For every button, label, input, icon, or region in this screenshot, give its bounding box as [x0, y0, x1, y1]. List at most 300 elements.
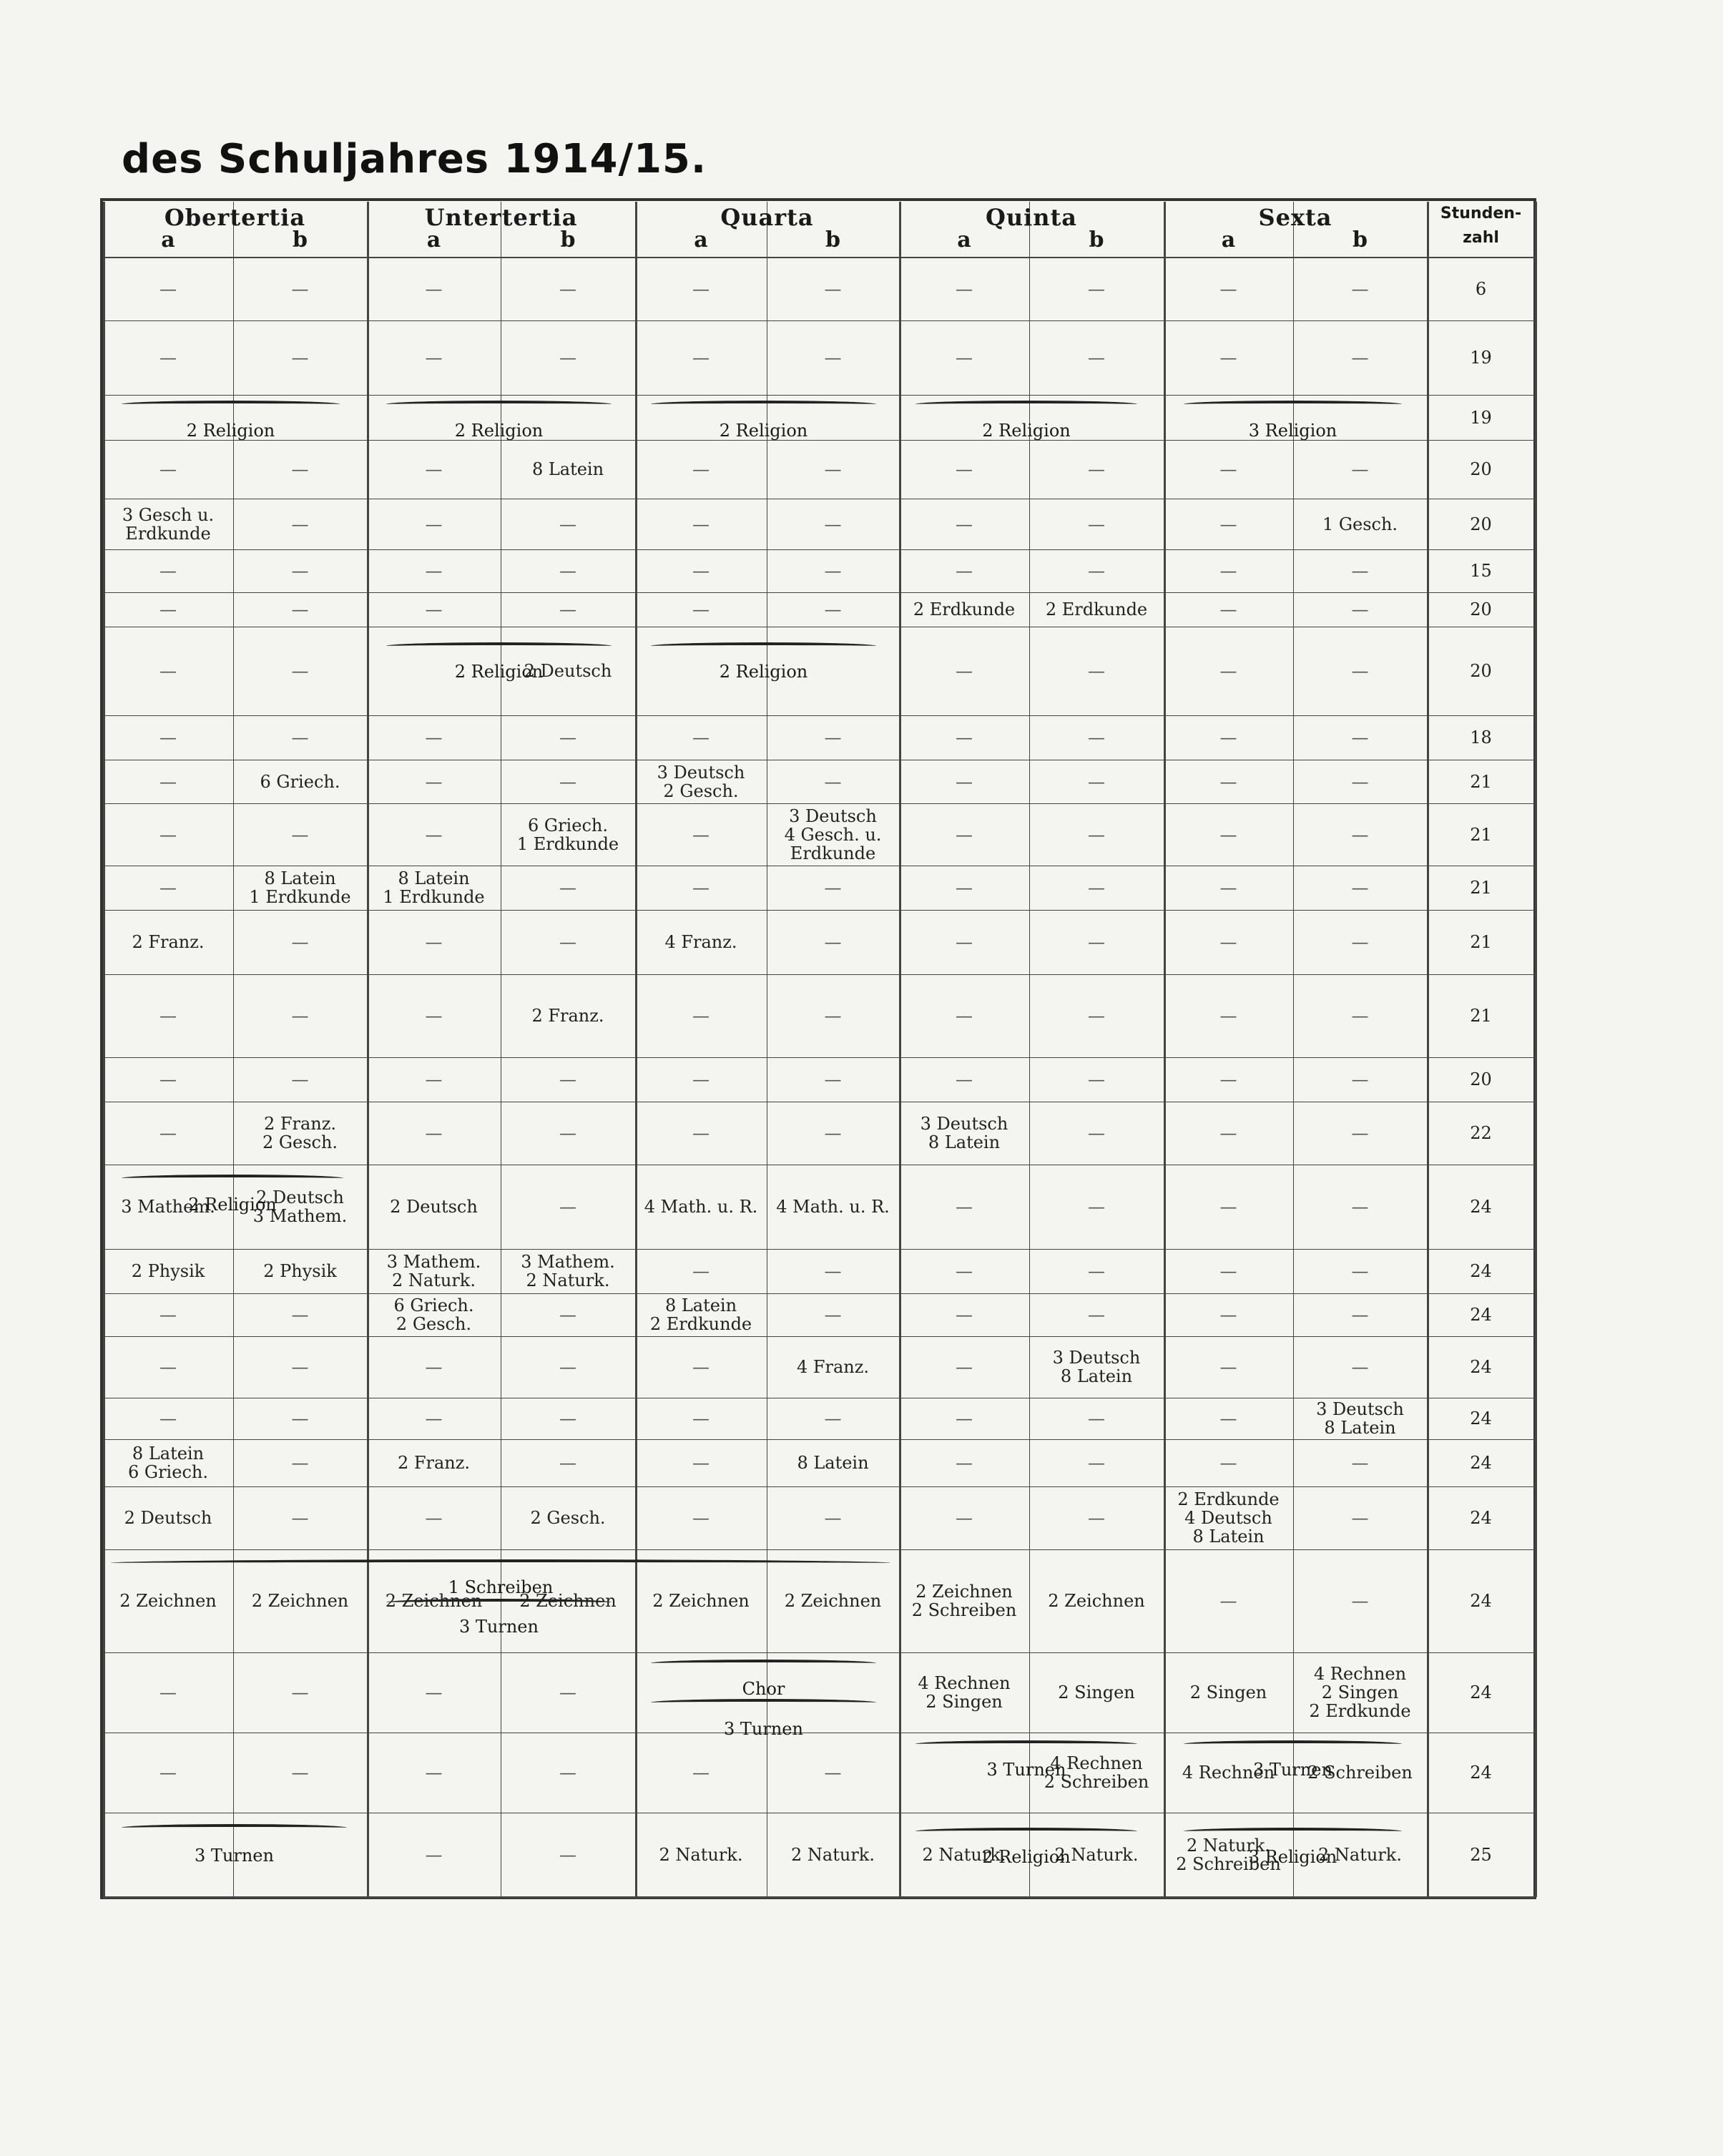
schedule-cell: 2 Zeichnen	[519, 1591, 617, 1611]
schedule-cell: —	[824, 1508, 842, 1528]
schedule-cell: —	[1219, 1197, 1237, 1217]
schedule-cell: 1 Gesch.	[1322, 514, 1398, 534]
schedule-cell: —	[1351, 771, 1369, 792]
schedule-cell: —	[824, 1261, 842, 1281]
schedule-cell: —	[559, 878, 576, 898]
schedule-cell: 2 Naturk.	[791, 1844, 875, 1865]
schedule-cell: —	[1219, 1305, 1237, 1325]
schedule-cell: —	[692, 824, 710, 845]
schedule-cell: —	[956, 1408, 973, 1429]
schedule-cell: —	[1088, 1261, 1105, 1281]
schedule-cell: —	[956, 824, 973, 845]
schedule-cell: —	[1351, 1261, 1369, 1281]
schedule-cell: —	[824, 278, 842, 299]
schedule-cell: 2 Singen	[1058, 1682, 1135, 1702]
stunden-value: 20	[1470, 459, 1492, 479]
stunden-value: 21	[1470, 824, 1492, 845]
schedule-cell: 2 Franz. 2 Gesch.	[262, 1114, 338, 1152]
schedule-cell: —	[1351, 561, 1369, 581]
schedule-cell: —	[1088, 771, 1105, 792]
schedule-cell: —	[692, 727, 710, 748]
schedule-cell: —	[692, 1069, 710, 1089]
class-header: Quinta	[985, 204, 1078, 231]
schedule-cell: —	[291, 1682, 309, 1702]
schedule-cell: —	[1219, 459, 1237, 479]
schedule-cell: —	[159, 1763, 177, 1783]
schedule-cell: —	[824, 561, 842, 581]
schedule-cell: —	[1088, 1508, 1105, 1528]
schedule-cell: —	[425, 771, 443, 792]
stunden-value: 21	[1470, 932, 1492, 952]
class-header: Sexta	[1258, 204, 1332, 231]
schedule-cell: —	[824, 1763, 842, 1783]
schedule-cell: 8 Latein 2 Erdkunde	[649, 1295, 752, 1334]
schedule-cell: —	[559, 1682, 576, 1702]
stunden-value: 21	[1470, 878, 1492, 898]
schedule-cell: —	[1351, 1069, 1369, 1089]
schedule-cell: 2 Erdkunde 4 Deutsch 8 Latein	[1177, 1489, 1280, 1547]
schedule-cell: —	[824, 1408, 842, 1429]
schedule-cell: —	[1219, 932, 1237, 952]
schedule-cell: —	[291, 727, 309, 748]
schedule-cell: —	[425, 1408, 443, 1429]
schedule-cell: —	[1351, 278, 1369, 299]
schedule-cell: —	[956, 771, 973, 792]
schedule-cell: —	[425, 1069, 443, 1089]
subclass-label: a	[161, 227, 175, 253]
stunden-value: 20	[1470, 514, 1492, 534]
schedule-cell: —	[1219, 1357, 1237, 1377]
schedule-cell: —	[824, 599, 842, 619]
stunden-value: 24	[1470, 1305, 1492, 1325]
schedule-cell: —	[692, 348, 710, 368]
schedule-cell: —	[291, 278, 309, 299]
schedule-cell: —	[1219, 1408, 1237, 1429]
schedule-cell: —	[956, 1197, 973, 1217]
schedule-cell: —	[425, 1508, 443, 1528]
schedule-cell: —	[559, 1069, 576, 1089]
stunden-value: 21	[1470, 771, 1492, 792]
schedule-cell: —	[291, 561, 309, 581]
schedule-cell: —	[956, 1305, 973, 1325]
schedule-cell: —	[956, 878, 973, 898]
subclass-label: a	[1221, 227, 1236, 253]
schedule-cell: —	[425, 932, 443, 952]
schedule-cell: —	[559, 599, 576, 619]
schedule-cell: —	[824, 932, 842, 952]
subclass-label: b	[1089, 227, 1104, 253]
schedule-cell: —	[291, 1763, 309, 1783]
schedule-cell: 3 Deutsch 4 Gesch. u. Erdkunde	[784, 805, 882, 863]
schedule-cell: —	[291, 514, 309, 534]
brace-label: 2 Religion	[454, 421, 544, 441]
schedule-cell: —	[559, 727, 576, 748]
schedule-cell: 8 Latein 6 Griech.	[128, 1444, 208, 1482]
schedule-cell: —	[559, 514, 576, 534]
brace-label: 2 Religion	[982, 1847, 1071, 1867]
schedule-cell: —	[425, 514, 443, 534]
schedule-cell: —	[291, 459, 309, 479]
schedule-cell: 2 Naturk.	[1318, 1844, 1402, 1865]
schedule-cell: —	[159, 1305, 177, 1325]
stunden-value: 20	[1470, 599, 1492, 619]
brace-label: 3 Turnen	[195, 1846, 274, 1866]
schedule-cell: —	[291, 599, 309, 619]
stunden-header	[1427, 202, 1535, 250]
schedule-cell: 3 Mathem. 2 Naturk.	[386, 1252, 481, 1290]
schedule-cell: —	[1219, 661, 1237, 681]
stunden-value: 24	[1470, 1763, 1492, 1783]
brace-label: Chor	[742, 1679, 785, 1699]
schedule-cell: —	[559, 348, 576, 368]
schedule-cell: —	[425, 561, 443, 581]
schedule-cell: —	[1219, 878, 1237, 898]
schedule-cell: 6 Griech. 1 Erdkunde	[516, 815, 619, 854]
schedule-cell: —	[956, 278, 973, 299]
schedule-cell: —	[1088, 1069, 1105, 1089]
schedule-cell: 2 Naturk.	[922, 1844, 1006, 1865]
class-header: Untertertia	[424, 204, 578, 231]
schedule-cell: —	[159, 348, 177, 368]
schedule-cell: —	[956, 1261, 973, 1281]
brace-label: 3 Turnen	[459, 1617, 539, 1637]
schedule-cell: —	[159, 1069, 177, 1089]
schedule-cell: 8 Latein	[797, 1453, 869, 1473]
schedule-cell: —	[1219, 727, 1237, 748]
subclass-label: a	[694, 227, 708, 253]
brace-label: 2 Religion	[982, 421, 1071, 441]
schedule-cell: —	[291, 1305, 309, 1325]
schedule-cell: —	[425, 599, 443, 619]
schedule-cell: 3 Mathem.	[121, 1197, 215, 1217]
schedule-cell: —	[1351, 1591, 1369, 1611]
page-title: des Schuljahres 1914/15.	[122, 136, 707, 182]
stunden-value: 21	[1470, 1006, 1492, 1026]
stunden-value: 24	[1470, 1682, 1492, 1702]
brace-mark	[122, 1824, 347, 1831]
schedule-cell: 4 Rechnen 2 Schreiben	[1044, 1753, 1149, 1792]
schedule-cell: —	[159, 824, 177, 845]
subclass-label: b	[293, 227, 308, 253]
schedule-cell: —	[692, 514, 710, 534]
schedule-cell: —	[692, 459, 710, 479]
schedule-cell: —	[956, 661, 973, 681]
schedule-cell: —	[1351, 1508, 1369, 1528]
schedule-cell: 4 Rechnen 2 Singen	[918, 1673, 1011, 1712]
schedule-cell: —	[956, 727, 973, 748]
schedule-cell: 2 Schreiben	[1307, 1763, 1413, 1783]
schedule-cell: 2 Physik	[131, 1261, 205, 1281]
stunden-value: 22	[1470, 1123, 1492, 1143]
schedule-cell: —	[1219, 348, 1237, 368]
schedule-cell: —	[291, 1408, 309, 1429]
schedule-cell: —	[1219, 1006, 1237, 1026]
schedule-cell: —	[1351, 878, 1369, 898]
brace-mark	[1184, 401, 1402, 408]
schedule-cell: —	[692, 1408, 710, 1429]
schedule-cell: —	[291, 1069, 309, 1089]
schedule-cell: —	[559, 1408, 576, 1429]
schedule-cell: —	[291, 1508, 309, 1528]
schedule-cell: —	[1088, 561, 1105, 581]
brace-label: 1 Schreiben	[448, 1577, 554, 1597]
schedule-cell: —	[1351, 1006, 1369, 1026]
schedule-cell: —	[1351, 1197, 1369, 1217]
schedule-cell: —	[1088, 727, 1105, 748]
schedule-cell: 2 Erdkunde	[1045, 599, 1148, 619]
schedule-cell: —	[692, 599, 710, 619]
schedule-cell: 2 Deutsch 3 Mathem.	[252, 1187, 348, 1226]
schedule-cell: —	[1088, 932, 1105, 952]
schedule-cell: —	[956, 348, 973, 368]
schedule-cell: —	[1351, 932, 1369, 952]
schedule-cell: —	[824, 1123, 842, 1143]
brace-label: 3 Turnen	[986, 1760, 1066, 1780]
stunden-value: 15	[1470, 561, 1492, 581]
schedule-cell: 3 Deutsch 8 Latein	[1316, 1399, 1404, 1438]
schedule-cell: 4 Franz.	[664, 932, 737, 952]
stunden-value: 20	[1470, 1069, 1492, 1089]
schedule-cell: —	[692, 1508, 710, 1528]
schedule-cell: 2 Zeichnen	[652, 1591, 750, 1611]
schedule-cell: —	[1219, 514, 1237, 534]
schedule-cell: —	[824, 459, 842, 479]
schedule-cell: —	[425, 1763, 443, 1783]
schedule-cell: —	[1088, 824, 1105, 845]
schedule-cell: —	[1088, 1453, 1105, 1473]
schedule-cell: —	[1088, 661, 1105, 681]
schedule-cell: —	[1088, 1305, 1105, 1325]
schedule-cell: —	[1088, 1197, 1105, 1217]
brace-label: 3 Turnen	[724, 1719, 803, 1739]
schedule-cell: —	[159, 278, 177, 299]
schedule-cell: —	[956, 1357, 973, 1377]
schedule-cell: —	[692, 1453, 710, 1473]
brace-mark	[916, 1740, 1137, 1748]
schedule-cell: 2 Zeichnen 2 Schreiben	[911, 1582, 1017, 1620]
stunden-value: 24	[1470, 1357, 1492, 1377]
stunden-value: 19	[1470, 348, 1492, 368]
stunden-value: 19	[1470, 407, 1492, 428]
schedule-cell: 6 Griech.	[260, 771, 340, 792]
schedule-cell: —	[1219, 1069, 1237, 1089]
schedule-cell: 4 Franz.	[796, 1357, 870, 1377]
brace-label: 2 Religion	[186, 421, 275, 441]
schedule-cell: 4 Rechnen 2 Singen 2 Erdkunde	[1309, 1664, 1411, 1721]
schedule-cell: —	[1219, 1591, 1237, 1611]
stunden-value: 24	[1470, 1508, 1492, 1528]
schedule-cell: —	[1219, 561, 1237, 581]
brace-mark	[386, 1599, 612, 1606]
schedule-cell: —	[425, 1844, 443, 1865]
brace-mark	[651, 642, 876, 650]
schedule-cell: —	[425, 278, 443, 299]
schedule-cell: —	[159, 878, 177, 898]
schedule-cell: —	[692, 1357, 710, 1377]
schedule-cell: —	[824, 771, 842, 792]
schedule-cell: —	[159, 599, 177, 619]
schedule-cell: —	[1351, 1357, 1369, 1377]
schedule-cell: —	[425, 1123, 443, 1143]
schedule-cell: —	[559, 1197, 576, 1217]
schedule-cell: —	[559, 561, 576, 581]
stunden-value: 24	[1470, 1453, 1492, 1473]
schedule-cell: 2 Deutsch	[390, 1197, 478, 1217]
schedule-cell: —	[1219, 1453, 1237, 1473]
schedule-cell: —	[692, 1123, 710, 1143]
subclass-label: a	[957, 227, 971, 253]
subclass-label: a	[426, 227, 441, 253]
schedule-cell: 2 Franz.	[132, 932, 205, 952]
schedule-cell: 2 Erdkunde	[913, 599, 1016, 619]
schedule-cell: 2 Naturk. 2 Schreiben	[1176, 1835, 1281, 1874]
schedule-cell: —	[1088, 348, 1105, 368]
schedule-cell: 3 Mathem. 2 Naturk.	[521, 1252, 615, 1290]
schedule-cell: —	[1351, 1453, 1369, 1473]
schedule-cell: —	[692, 1261, 710, 1281]
schedule-cell: —	[824, 1069, 842, 1089]
schedule-cell: —	[425, 1682, 443, 1702]
schedule-cell: —	[291, 661, 309, 681]
schedule-cell: —	[559, 1123, 576, 1143]
brace-mark	[651, 401, 876, 408]
schedule-cell: —	[1219, 824, 1237, 845]
stunden-header-line: Stunden-	[1440, 205, 1522, 222]
schedule-cell: —	[291, 1006, 309, 1026]
schedule-cell: —	[559, 932, 576, 952]
brace-mark	[122, 401, 340, 408]
schedule-cell: —	[1088, 1408, 1105, 1429]
schedule-cell: —	[291, 824, 309, 845]
stunden-value: 24	[1470, 1408, 1492, 1429]
schedule-cell: —	[159, 1357, 177, 1377]
schedule-cell: —	[1351, 824, 1369, 845]
schedule-cell: —	[824, 878, 842, 898]
brace-label: 2 Religion	[719, 662, 808, 682]
schedule-cell: 2 Franz.	[531, 1006, 604, 1026]
schedule-cell: 3 Deutsch 8 Latein	[920, 1114, 1008, 1152]
schedule-cell: —	[559, 1453, 576, 1473]
schedule-cell: —	[159, 459, 177, 479]
schedule-cell: 2 Zeichnen	[1048, 1591, 1145, 1611]
schedule-cell: —	[425, 1357, 443, 1377]
schedule-cell: —	[425, 824, 443, 845]
schedule-cell: 2 Deutsch	[524, 661, 612, 681]
class-header: Obertertia	[164, 204, 306, 231]
schedule-cell: 3 Gesch u. Erdkunde	[122, 504, 215, 544]
schedule-cell: —	[692, 1006, 710, 1026]
schedule-cell: —	[1088, 514, 1105, 534]
schedule-cell: 2 Singen	[1189, 1682, 1267, 1702]
schedule-cell: —	[956, 1069, 973, 1089]
schedule-cell: 3 Deutsch 8 Latein	[1052, 1348, 1141, 1386]
schedule-cell: —	[956, 1453, 973, 1473]
stunden-value: 24	[1470, 1197, 1492, 1217]
brace-mark	[111, 1559, 890, 1567]
brace-label: 3 Turnen	[1253, 1760, 1332, 1780]
brace-mark	[651, 1660, 876, 1667]
schedule-cell: 8 Latein	[531, 459, 604, 479]
schedule-cell: —	[159, 1682, 177, 1702]
schedule-cell: —	[1088, 1006, 1105, 1026]
schedule-cell: —	[1219, 278, 1237, 299]
schedule-cell: —	[824, 1305, 842, 1325]
schedule-cell: —	[291, 1453, 309, 1473]
subclass-label: b	[825, 227, 840, 253]
schedule-cell: 2 Gesch.	[530, 1508, 606, 1528]
schedule-cell: —	[824, 1006, 842, 1026]
schedule-cell: —	[159, 1006, 177, 1026]
schedule-cell: —	[824, 514, 842, 534]
schedule-cell: —	[1351, 1305, 1369, 1325]
schedule-cell: —	[291, 348, 309, 368]
schedule-cell: —	[559, 771, 576, 792]
brace-mark	[651, 1699, 876, 1706]
brace-mark	[386, 642, 612, 650]
stunden-value: 6	[1475, 278, 1487, 299]
brace-mark	[1184, 1740, 1402, 1748]
brace-label: 2 Religion	[454, 662, 544, 682]
schedule-cell: 8 Latein 1 Erdkunde	[249, 868, 351, 907]
schedule-cell: —	[1088, 878, 1105, 898]
schedule-cell: —	[559, 278, 576, 299]
schedule-cell: —	[1351, 1123, 1369, 1143]
schedule-cell: —	[692, 878, 710, 898]
brace-mark	[1184, 1828, 1402, 1835]
schedule-cell: 3 Deutsch 2 Gesch.	[657, 762, 745, 801]
subclass-label: b	[1353, 227, 1368, 253]
schedule-cell: —	[824, 727, 842, 748]
schedule-cell: —	[956, 514, 973, 534]
schedule-cell: —	[291, 1357, 309, 1377]
schedule-cell: 2 Zeichnen	[784, 1591, 882, 1611]
brace-label: 3 Religion	[1248, 1847, 1337, 1867]
schedule-cell: —	[425, 459, 443, 479]
schedule-cell: —	[159, 1408, 177, 1429]
schedule-cell: 2 Physik	[263, 1261, 337, 1281]
schedule-cell: —	[159, 1123, 177, 1143]
schedule-cell: 2 Franz.	[397, 1453, 471, 1473]
stunden-value: 24	[1470, 1591, 1492, 1611]
schedule-cell: —	[956, 1006, 973, 1026]
stunden-value: 18	[1470, 727, 1492, 748]
schedule-cell: —	[956, 1508, 973, 1528]
schedule-cell: —	[159, 561, 177, 581]
schedule-cell: 4 Math. u. R.	[644, 1197, 758, 1217]
schedule-cell: —	[1219, 599, 1237, 619]
schedule-cell: 8 Latein 1 Erdkunde	[383, 868, 485, 907]
schedule-cell: 2 Naturk.	[1054, 1844, 1139, 1865]
schedule-cell: 2 Deutsch	[124, 1508, 212, 1528]
schedule-cell: —	[425, 348, 443, 368]
schedule-cell: —	[956, 932, 973, 952]
brace-mark	[386, 401, 612, 408]
schedule-cell: 2 Zeichnen	[385, 1591, 483, 1611]
schedule-cell: —	[1088, 459, 1105, 479]
schedule-cell: 2 Naturk.	[659, 1844, 743, 1865]
schedule-cell: —	[1219, 1261, 1237, 1281]
stunden-value: 20	[1470, 661, 1492, 681]
schedule-cell: 4 Rechnen	[1182, 1763, 1275, 1783]
schedule-cell: —	[692, 278, 710, 299]
schedule-cell: —	[1219, 771, 1237, 792]
schedule-cell: —	[159, 727, 177, 748]
stunden-header-line: zahl	[1463, 229, 1499, 247]
schedule-cell: —	[559, 1357, 576, 1377]
schedule-cell: 6 Griech. 2 Gesch.	[393, 1295, 474, 1334]
schedule-cell: —	[1351, 348, 1369, 368]
schedule-cell: —	[692, 561, 710, 581]
